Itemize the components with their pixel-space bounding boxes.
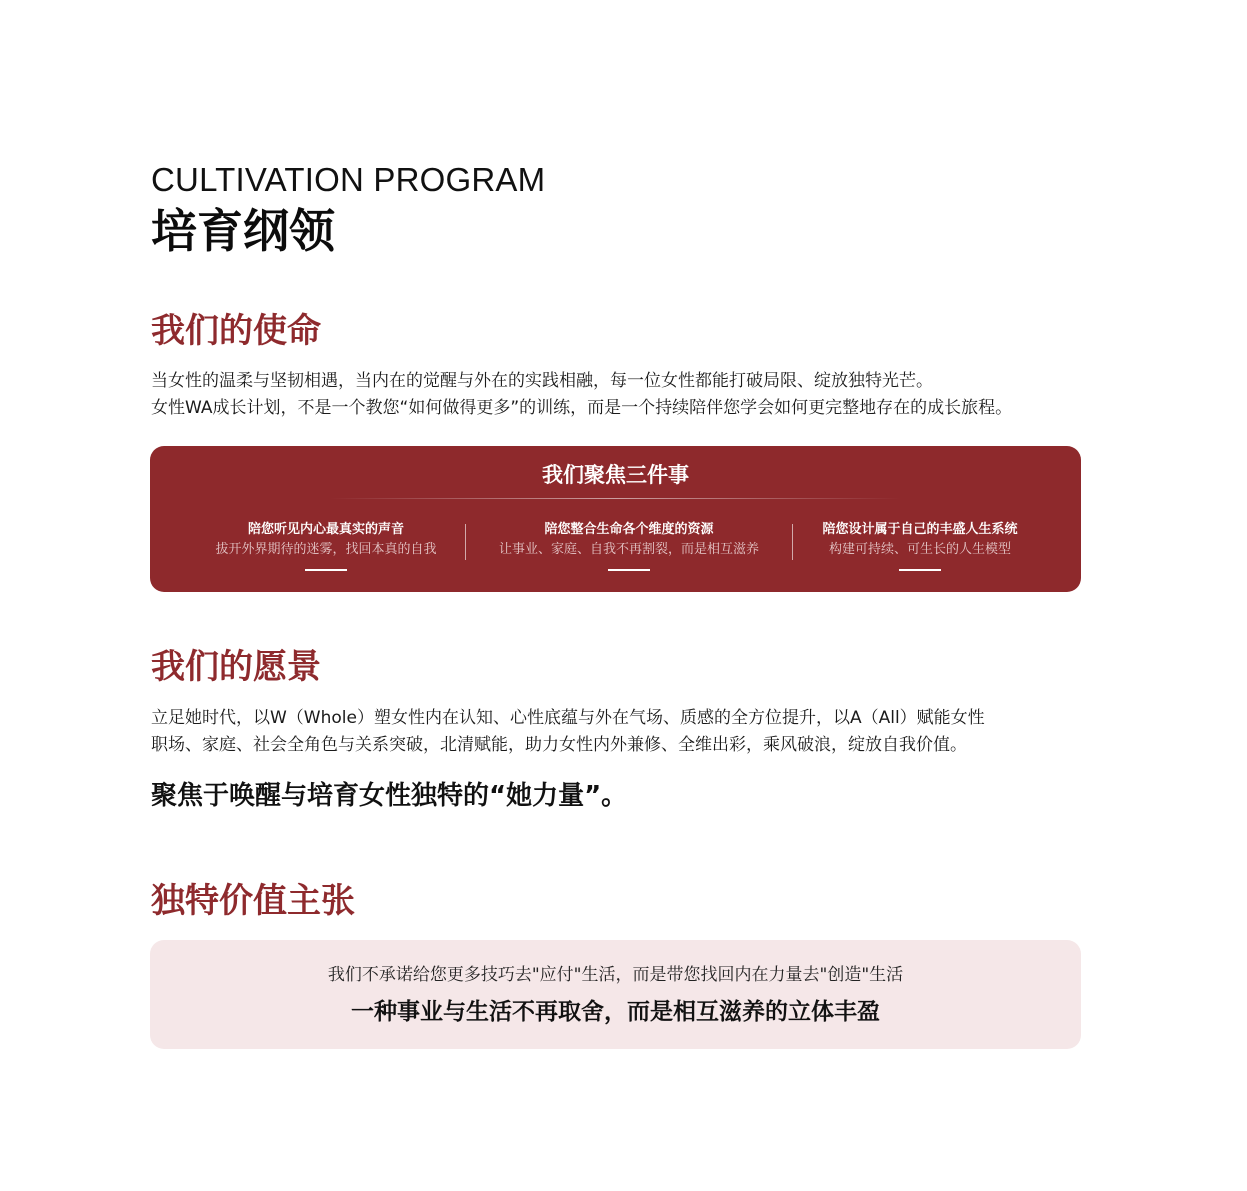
- mission-line-2: 女性WA成长计划，不是一个教您“如何做得更多”的训练，而是一个持续陪伴您学会如何更完整地存在的成长旅程。: [151, 398, 1013, 418]
- vision-line-1: 立足她时代，以W（Whole）塑女性内在认知、心性底蕴与外在气场、质感的全方位提升，以A（All）赋能女性: [151, 708, 985, 728]
- focus-panel: [150, 446, 1081, 592]
- mission-paragraph: [151, 368, 1012, 422]
- value-heading: 独特价值主张: [151, 881, 355, 921]
- focus-item-listen: [186, 520, 466, 571]
- focus-item-title: 陪您设计属于自己的丰盛人生系统: [822, 522, 1018, 537]
- focus-item-design: [796, 520, 1044, 571]
- focus-title: 我们聚焦三件事: [542, 463, 689, 487]
- focus-item-title: 陪您整合生命各个维度的资源: [544, 522, 714, 537]
- vision-emphasis: 聚焦于唤醒与培育女性独特的“她力量”。: [151, 781, 628, 811]
- vision-paragraph: [151, 705, 985, 759]
- vision-line-2: 职场、家庭、社会全角色与关系突破，北清赋能，助力女性内外兼修、全维出彩，乘风破浪，绽放自我价值。: [151, 735, 967, 755]
- value-panel: [150, 940, 1081, 1049]
- value-statement: 我们不承诺给您更多技巧去"应付"生活，而是带您找回内在力量去"创造"生活: [327, 965, 904, 985]
- focus-item-desc: 构建可持续、可生长的人生模型: [828, 542, 1011, 557]
- mission-line-1: 当女性的温柔与坚韧相遇，当内在的觉醒与外在的实践相融，每一位女性都能打破局限、绽放独特光芒。: [151, 371, 933, 391]
- focus-item-integrate: [470, 520, 788, 571]
- value-tagline: 一种事业与生活不再取舍，而是相互滋养的立体丰盈: [351, 999, 880, 1025]
- focus-separator: [465, 524, 466, 560]
- mission-heading: 我们的使命: [151, 311, 321, 351]
- focus-separator: [792, 524, 793, 560]
- focus-item-desc: 让事业、家庭、自我不再割裂，而是相互滋养: [498, 542, 759, 557]
- focus-item-underline: [608, 569, 650, 571]
- focus-item-underline: [899, 569, 941, 571]
- focus-title-divider: [330, 498, 901, 499]
- vision-heading: 我们的愿景: [151, 647, 321, 687]
- focus-item-title: 陪您听见内心最真实的声音: [247, 522, 404, 537]
- page-title: 培育纲领: [151, 204, 335, 258]
- focus-item-desc: 拔开外界期待的迷雾，找回本真的自我: [215, 542, 437, 557]
- program-eyebrow: CULTIVATION PROGRAM: [151, 161, 546, 198]
- focus-item-underline: [305, 569, 347, 571]
